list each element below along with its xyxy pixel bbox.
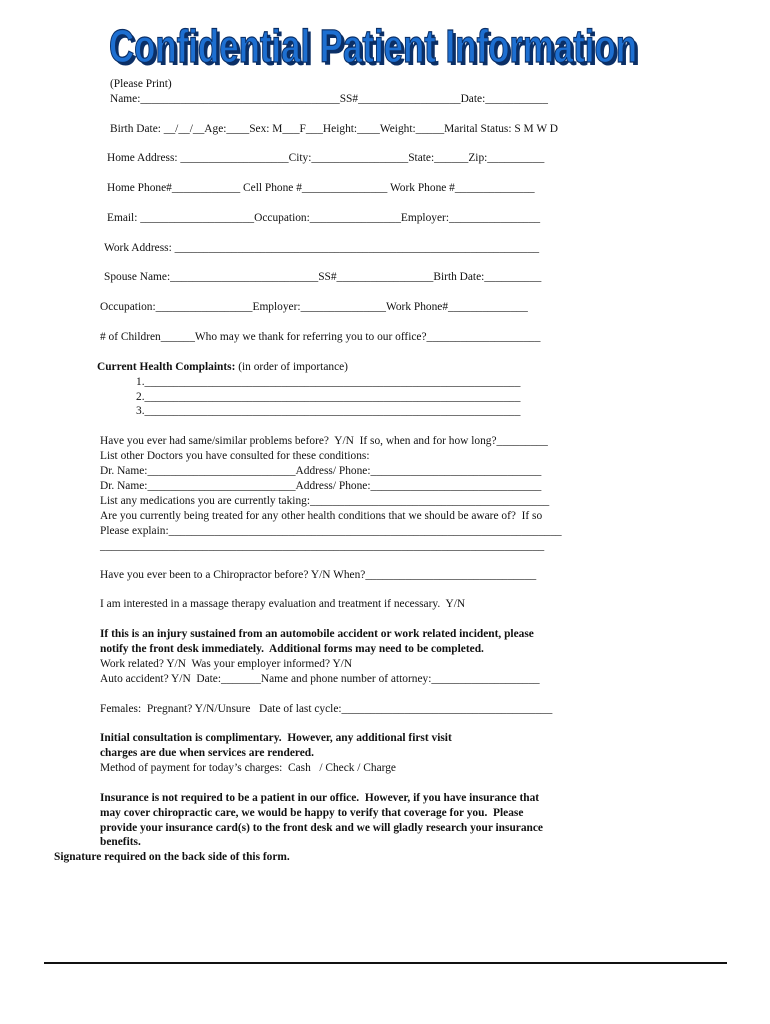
please-explain-field[interactable]: Please explain:_____________________________________________________________________ — [100, 525, 562, 537]
consultation-note-line-1: Initial consultation is complimentary. However, any additional first visit — [100, 732, 452, 744]
page-title — [108, 12, 643, 74]
complaints-heading-label: Current Health Complaints: — [97, 361, 236, 373]
children-referral-field[interactable]: # of Children______Who may we thank for referring you to our office?____________________ — [100, 331, 541, 343]
email-occupation-employer-field[interactable]: Email: ____________________Occupation:________________Employer:________________ — [107, 212, 541, 224]
spouse-occupation-field[interactable]: Occupation:_________________Employer:_______________Work Phone#______________ — [100, 301, 528, 313]
other-conditions-question: Are you currently being treated for any other health conditions that we should be aware of? If so — [100, 510, 543, 522]
work-related-question[interactable]: Work related? Y/N Was your employer informed? Y/N — [100, 658, 353, 670]
name-ss-date-field[interactable]: Name:___________________________________SS#__________________Date:___________ — [110, 93, 548, 105]
insurance-note-line-3: provide your insurance card(s) to the front desk and we will gladly research your insurance — [100, 822, 543, 834]
complaint-line-3[interactable]: 3.__________________________________________________________________ — [136, 405, 521, 417]
insurance-note-line-1: Insurance is not required to be a patient in our office. However, if you have insurance that — [100, 792, 540, 804]
title-text: Confidential Patient Information — [109, 20, 637, 72]
insurance-note-line-2: may cover chiropractic care, we would be happy to verify that coverage for you. Please — [100, 807, 524, 819]
home-address-field[interactable]: Home Address: ___________________City:_________________State:______Zip:__________ — [107, 152, 545, 164]
injury-notice-line-2: notify the front desk immediately. Additional forms may need to be completed. — [100, 643, 484, 655]
auto-accident-field[interactable]: Auto accident? Y/N Date:_______Name and phone number of attorney:___________________ — [100, 673, 540, 685]
injury-notice-line-1: If this is an injury sustained from an automobile accident or work related incident, please — [100, 628, 534, 640]
consultation-note-line-2: charges are due when services are rendered. — [100, 747, 314, 759]
spouse-field[interactable]: Spouse Name:__________________________SS#_________________Birth Date:__________ — [104, 271, 542, 283]
please-print-note: (Please Print) — [110, 78, 172, 90]
birth-sex-marital-field[interactable]: Birth Date: __/__/__Age:____Sex: M___F___Height:____Weight:_____Marital Status: S M W D — [110, 123, 558, 135]
insurance-note-line-4: benefits. — [100, 836, 141, 848]
complaint-line-2[interactable]: 2.__________________________________________________________________ — [136, 391, 521, 403]
health-complaints-heading — [97, 360, 348, 374]
females-field[interactable]: Females: Pregnant? Y/N/Unsure Date of last cycle:_____________________________________ — [100, 703, 553, 715]
footer-rule — [44, 962, 727, 964]
chiropractor-field[interactable]: Have you ever been to a Chiropractor before? Y/N When?______________________________ — [100, 569, 537, 581]
complaints-note: (in order of importance) — [235, 361, 348, 373]
doctor-2-field[interactable]: Dr. Name:__________________________Address/ Phone:______________________________ — [100, 480, 542, 492]
medications-field[interactable]: List any medications you are currently taking:__________________________________________ — [100, 495, 550, 507]
massage-interest[interactable]: I am interested in a massage therapy evaluation and treatment if necessary. Y/N — [100, 598, 466, 610]
signature-note: Signature required on the back side of this form. — [54, 851, 290, 863]
title-shadow: Confidential Patient Information — [112, 23, 640, 74]
payment-method[interactable]: Method of payment for today’s charges: Cash / Check / Charge — [100, 762, 396, 774]
doctor-1-field[interactable]: Dr. Name:__________________________Address/ Phone:______________________________ — [100, 465, 542, 477]
explain-line-2[interactable]: ______________________________________________________________________________ — [100, 540, 545, 552]
phone-numbers-field[interactable]: Home Phone#____________ Cell Phone #_______________ Work Phone #______________ — [107, 182, 535, 194]
same-problems-field[interactable]: Have you ever had same/similar problems before? Y/N If so, when and for how long?_________ — [100, 435, 548, 447]
complaint-line-1[interactable]: 1.__________________________________________________________________ — [136, 376, 521, 388]
work-address-field[interactable]: Work Address: ________________________________________________________________ — [104, 242, 540, 254]
list-doctors-label: List other Doctors you have consulted for these conditions: — [100, 450, 370, 462]
